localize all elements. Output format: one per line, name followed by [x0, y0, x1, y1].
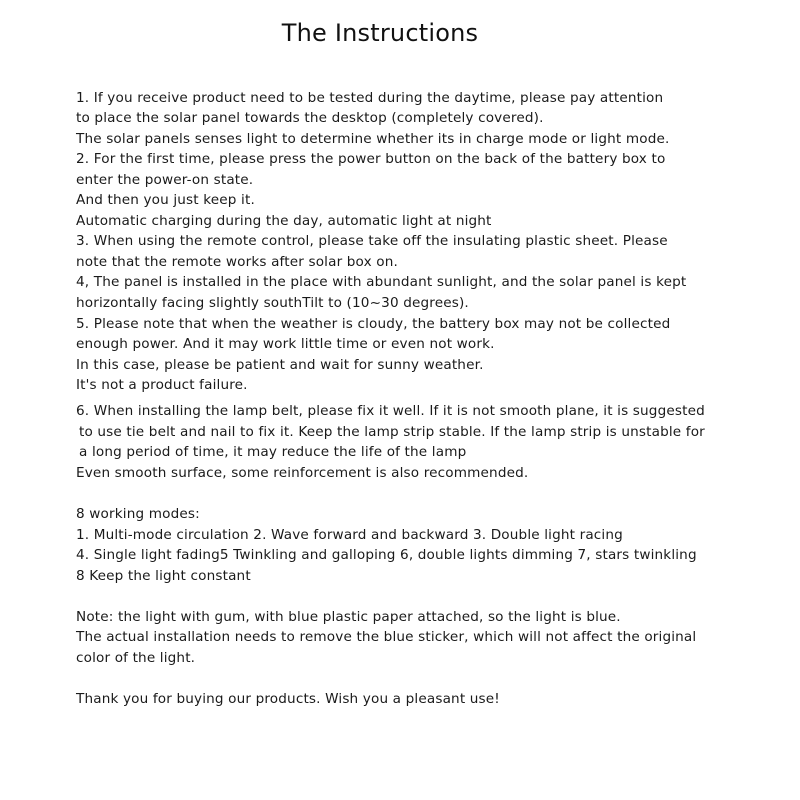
thank-you-line: Thank you for buying our products. Wish you a pleasant use!	[76, 691, 500, 707]
working-modes-heading: 8 working modes:	[76, 506, 200, 522]
working-modes-line-2: 4. Single light fading5 Twinkling and galloping 6, double lights dimming 7, stars twinkling	[76, 547, 697, 563]
instruction-line-4: 2. For the first time, please press the power button on the back of the battery box to	[76, 151, 666, 167]
instruction-line-13: enough power. And it may work little time or even not work.	[76, 336, 495, 352]
instruction-line-19: Even smooth surface, some reinforcement is also recommended.	[76, 465, 529, 481]
note-line-3: color of the light.	[76, 650, 196, 666]
instruction-line-5: enter the power-on state.	[76, 172, 254, 188]
instruction-line-3: The solar panels senses light to determine whether its in charge mode or light mode.	[76, 131, 670, 147]
note-line-2: The actual installation needs to remove the blue sticker, which will not affect the original	[76, 629, 697, 645]
instruction-line-11: horizontally facing slightly southTilt to (10~30 degrees).	[76, 295, 469, 311]
instruction-line-14: In this case, please be patient and wait for sunny weather.	[76, 357, 484, 373]
instruction-line-17: to use tie belt and nail to fix it. Keep the lamp strip stable. If the lamp strip is unstable for	[79, 424, 705, 440]
working-modes-line-3: 8 Keep the light constant	[76, 568, 251, 584]
instruction-line-2: to place the solar panel towards the desktop (completely covered).	[76, 110, 544, 126]
instruction-line-16: 6. When installing the lamp belt, please fix it well. If it is not smooth plane, it is suggested	[76, 403, 705, 419]
instruction-line-1: 1. If you receive product need to be tested during the daytime, please pay attention	[76, 90, 664, 106]
instruction-line-6: And then you just keep it.	[76, 192, 255, 208]
instruction-line-10: 4, The panel is installed in the place with abundant sunlight, and the solar panel is kept	[76, 274, 687, 290]
note-line-1: Note: the light with gum, with blue plastic paper attached, so the light is blue.	[76, 609, 621, 625]
working-modes-line-1: 1. Multi-mode circulation 2. Wave forward and backward 3. Double light racing	[76, 527, 623, 543]
instruction-line-8: 3. When using the remote control, please take off the insulating plastic sheet. Please	[76, 233, 668, 249]
instruction-line-12: 5. Please note that when the weather is cloudy, the battery box may not be collected	[76, 316, 671, 332]
instruction-line-15: It's not a product failure.	[76, 377, 248, 393]
instruction-line-9: note that the remote works after solar box on.	[76, 254, 398, 270]
instruction-line-18: a long period of time, it may reduce the life of the lamp	[79, 444, 467, 460]
instruction-line-7: Automatic charging during the day, automatic light at night	[76, 213, 492, 229]
page-title: The Instructions	[281, 19, 479, 47]
